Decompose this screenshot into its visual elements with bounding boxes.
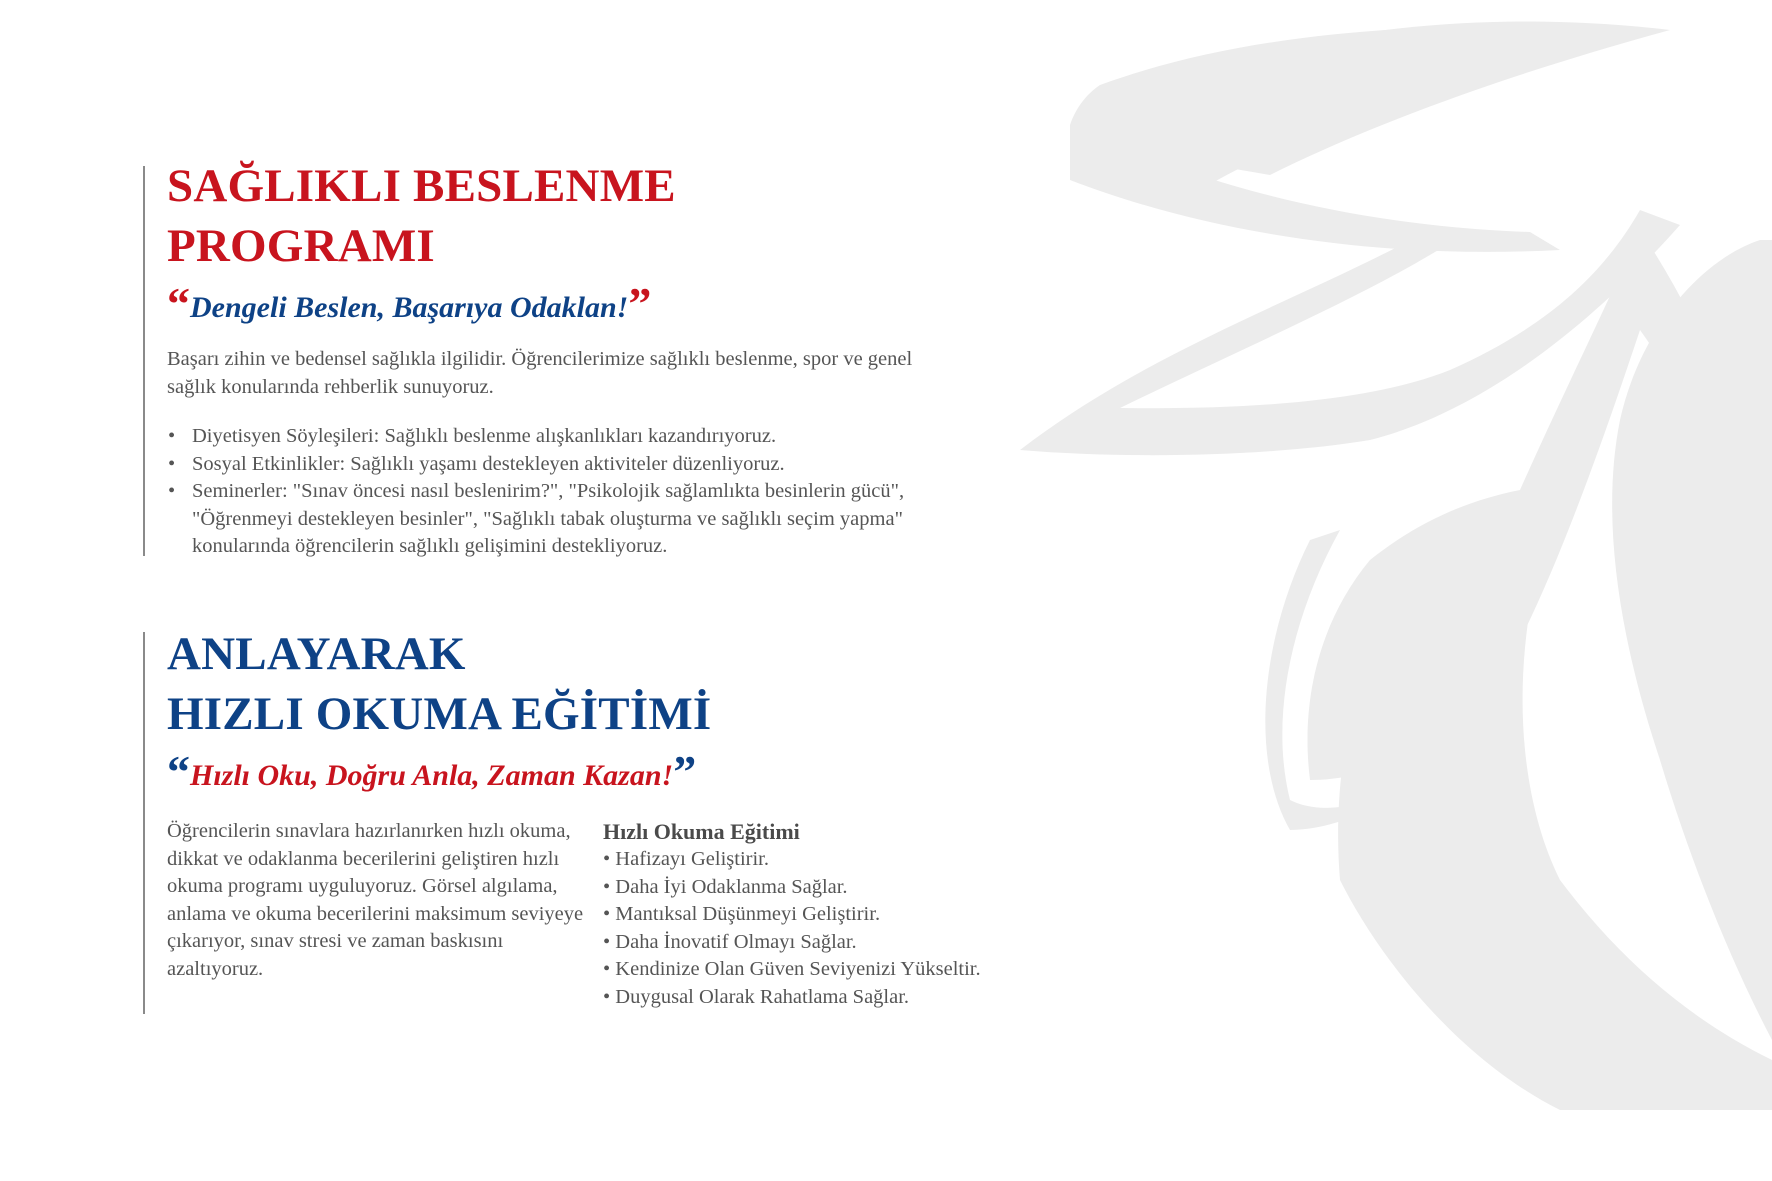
- section1-bullet-list: [167, 423, 927, 561]
- section2-title-line2: HIZLI OKUMA EĞİTİMİ: [167, 688, 712, 740]
- section2-slogan-text: Hızlı Oku, Doğru Anla, Zaman Kazan!: [190, 759, 674, 792]
- list-item: • Duygusal Olarak Rahatlama Sağlar.: [603, 985, 910, 1008]
- open-quote-icon: “: [167, 278, 190, 329]
- section-healthy-nutrition: [167, 156, 927, 561]
- section2-intro: Öğrencilerin sınavlara hazırlanırken hızlı okuma, dikkat ve odaklanma becerilerini geliştiren hızlı okuma programı uyguluyoruz. Görsel algılama, anlama ve okuma becerilerini maksimum seviyeye çıkarıyor, sınav stresi ve zaman baskısını azaltıyoruz.: [167, 820, 584, 980]
- section1-intro: Başarı zihin ve bedensel sağlıkla ilgilidir. Öğrencilerimize sağlıklı beslenme, spor ve genel sağlık konularında rehberlik sunuyoruz.: [167, 348, 913, 398]
- section2-intro-column: [167, 818, 587, 983]
- list-item: • Mantıksal Düşünmeyi Geliştirir.: [603, 903, 881, 925]
- section-speed-reading: [167, 624, 1047, 1008]
- section2-benefits-column: [603, 818, 1063, 1011]
- section2-title-line1: ANLAYARAK: [167, 628, 466, 680]
- list-item: • Seminerler: "Sınav öncesi nasıl beslenirim?", "Psikolojik sağlamlıkta besinlerin gücü", "Öğrenmeyi destekleyen besinler", "Sağlıklı tabak oluşturma ve sağlıklı seçim yapma" konularında öğrencilerin sağlıklı gelişimini destekliyoruz.: [167, 478, 927, 561]
- section1-accent-bar: [143, 166, 145, 556]
- section1-title-line2: PROGRAMI: [167, 220, 435, 272]
- section2-slogan: [167, 746, 1047, 797]
- section1-title-line1: SAĞLIKLI BESLENME: [167, 160, 676, 212]
- close-quote-icon: ”: [628, 278, 652, 329]
- open-quote-icon: “: [167, 746, 190, 797]
- close-quote-icon: ”: [673, 746, 697, 797]
- list-item: • Daha İnovatif Olmayı Sağlar.: [603, 930, 857, 953]
- section2-list-title: Hızlı Okuma Eğitimi: [603, 819, 800, 844]
- list-item: • Kendinize Olan Güven Seviyenizi Yükseltir.: [603, 958, 981, 980]
- section1-slogan-text: Dengeli Beslen, Başarıya Odaklan!: [190, 291, 629, 324]
- list-item: • Daha İyi Odaklanma Sağlar.: [603, 875, 848, 898]
- section2-accent-bar: [143, 632, 145, 1014]
- section1-slogan: [167, 278, 927, 329]
- list-item: • Sosyal Etkinlikler: Sağlıklı yaşamı destekleyen aktiviteler düzenliyoruz.: [167, 451, 927, 479]
- list-item: • Diyetisyen Söyleşileri: Sağlıklı beslenme alışkanlıkları kazandırıyoruz.: [167, 423, 927, 451]
- section1-title: [167, 156, 927, 276]
- list-item: • Hafizayı Geliştirir.: [603, 848, 770, 870]
- section2-title: [167, 624, 1047, 744]
